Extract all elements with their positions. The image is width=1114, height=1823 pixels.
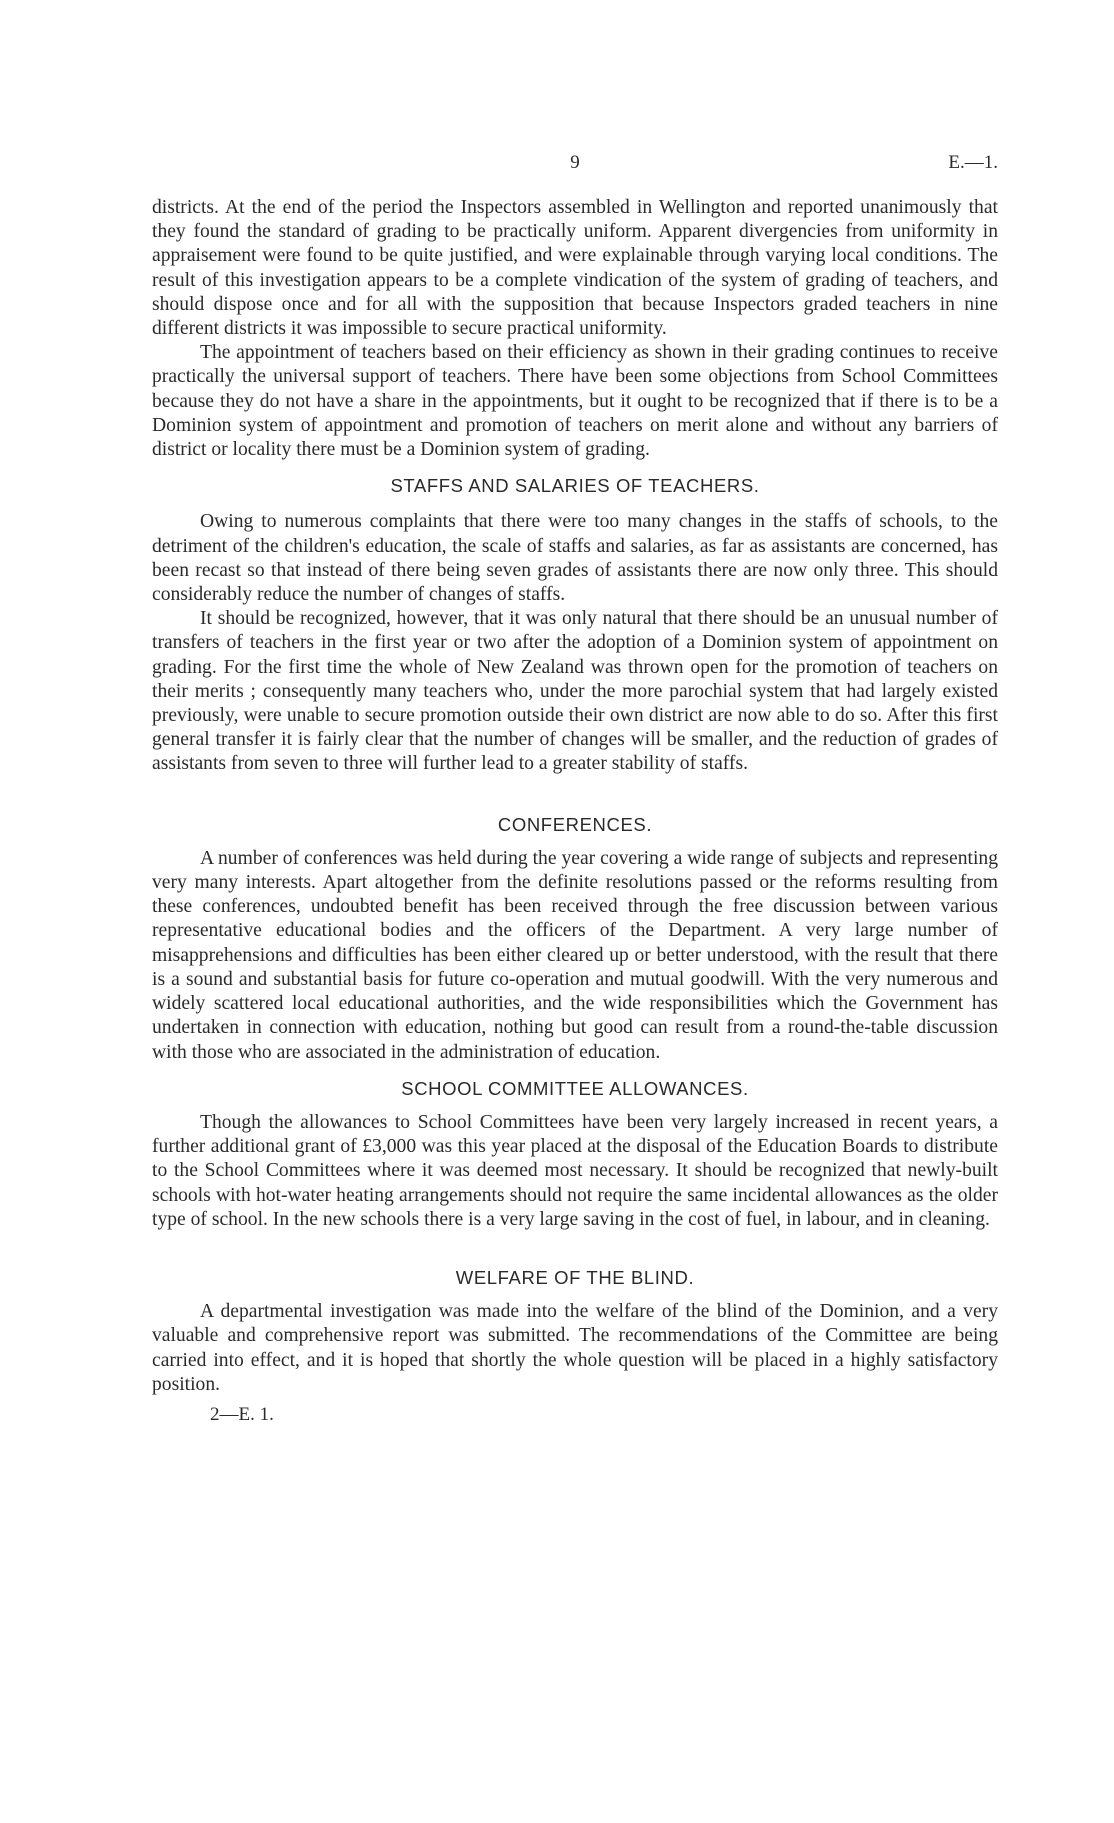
paragraph-appointment: The appointment of teachers based on their efficiency as shown in their grading continues to receive practically the universal support of teachers. There have been some objections from School Committees because they do not have a share in the appointments, but it ought to be recognized that if there is to be a Dominion system of appointment and promotion of teachers on merit alone and without any barriers of district or locality there must be a Dominion system of grading. <box>152 342 998 461</box>
paragraph-conferences: A number of conferences was held during the year covering a wide range of subjects and representing very many interests. Apart altogether from the definite resolutions passed or the reforms resulting from these conferences, undoubted benefit has been received through the free discussion between various representative educational bodies and the officers of the Department. A very large number of misapprehensions and difficulties has been either cleared up or better understood, with the result that there is a sound and substantial basis for future co-operation and mutual goodwill. With the very numerous and widely scattered local educational authorities, and the wide responsibilities which the Government has undertaken in connection with education, nothing but good can result from a round-the-table discussion with those who are associated in the administration of education. <box>152 847 998 1063</box>
signature-mark: 2—E. 1. <box>210 1403 274 1425</box>
paragraph-staffs-2: It should be recognized, however, that it was only natural that there should be an unusual number of transfers of teachers in the first year or two after the adoption of a Dominion system of appointment on grading. For the first time the whole of New Zealand was thrown open for the promotion of teachers on their merits ; consequently many teachers who, under the more parochial system that had largely existed previously, were unable to secure promotion outside their own district are now able to do so. After this first general transfer it is fairly clear that the number of changes will be smaller, and the reduction of grades of assistants from seven to three will further lead to a greater stability of staffs. <box>152 608 998 775</box>
document-body <box>152 196 998 1427</box>
paragraph-blind: A departmental investigation was made into the welfare of the blind of the Dominion, and a very valuable and comprehensive report was submitted. The recommendations of the Committee are being carried into effect, and it is hoped that shortly the whole question will be placed in a highly satisfactory position. <box>152 1301 998 1395</box>
heading-welfare-of-the-blind: WELFARE OF THE BLIND. <box>455 1266 695 1288</box>
heading-school-committee-allowances: SCHOOL COMMITTEE ALLOWANCES. <box>401 1077 749 1099</box>
document-code: E.—1. <box>948 152 998 173</box>
heading-conferences: CONFERENCES. <box>497 813 653 835</box>
paragraph-school-committee: Though the allowances to School Committees have been very largely increased in recent years, a further additional grant of £3,000 was this year placed at the disposal of the Education Boards to distribute to the School Committees where it was deemed most necessary. It should be recognized that newly-built schools with hot-water heating arrangements should not require the same incidental allowances as the older type of school. In the new schools there is a very large saving in the cost of fuel, in labour, and in cleaning. <box>152 1111 998 1230</box>
heading-staffs-and-salaries: STAFFS AND SALARIES OF TEACHERS. <box>390 475 760 497</box>
paragraph-districts: districts. At the end of the period the Inspectors assembled in Wellington and reported unanimously that they found the standard of grading to be practically uniform. Apparent divergencies from uniformity in appraisement were found to be quite justified, and were explainable through varying local conditions. The result of this investigation appears to be a complete vindication of the system of grading of teachers, and should dispose once and for all with the supposition that because Inspectors graded teachers in nine different districts it was impossible to secure practical uniformity. <box>152 197 998 340</box>
page-number: 9 <box>570 152 580 173</box>
paragraph-staffs-1: Owing to numerous complaints that there were too many changes in the staffs of schools, to the detriment of the children's education, the scale of staffs and salaries, as far as assistants are concerned, has been recast so that instead of there being seven grades of assistants there are now only three. This should considerably reduce the number of changes of staffs. <box>152 511 998 606</box>
page-header <box>152 152 998 178</box>
